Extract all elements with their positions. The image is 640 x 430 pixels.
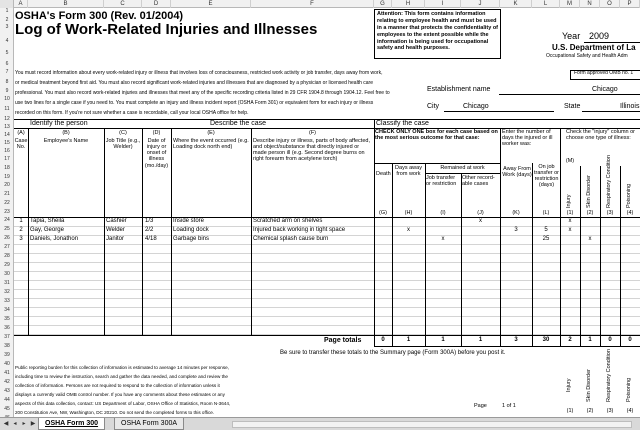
injury-description[interactable]: Chemical splash cause burn (253, 236, 329, 242)
job-title[interactable]: Welder (106, 227, 125, 233)
total-transfer-days: 30 (542, 337, 550, 343)
total-other-recordable: 1 (478, 337, 483, 343)
bottom-code-2: (2) (586, 408, 594, 414)
tab-osha-form-300a[interactable]: OSHA Form 300A (114, 418, 184, 430)
establishment-value[interactable]: Chicago (592, 86, 618, 93)
event-location[interactable]: Loading dock (173, 227, 209, 233)
row-header[interactable]: 45 (4, 406, 10, 412)
column-header-f[interactable]: F (251, 0, 374, 8)
row-header[interactable]: 37 (4, 334, 10, 340)
col-k-code: (K) (512, 210, 520, 216)
column-header-n[interactable]: N (580, 0, 600, 8)
col-c-header: Job Title (e.g., Welder) (105, 138, 141, 151)
col-f-letter: (F) (308, 130, 317, 136)
poisoning-header: Poisoning (626, 183, 632, 208)
column-header-k[interactable]: K (500, 0, 532, 8)
grid-line (14, 298, 640, 299)
total-away-days: 3 (514, 337, 518, 343)
row-header[interactable]: 2 (5, 17, 9, 23)
form-title-line2: Log of Work-Related Injuries and Illnesses (15, 21, 318, 38)
col-m-letter: (M) (565, 158, 575, 164)
section-describe-case: Describe the case (210, 120, 267, 127)
grid-line (14, 262, 640, 263)
row-header[interactable]: 21 (4, 191, 10, 197)
grid-line (14, 253, 640, 254)
row-header[interactable]: 30 (4, 271, 10, 277)
column-header-g[interactable]: G (374, 0, 392, 8)
row-header[interactable]: 35 (4, 316, 10, 322)
row-header[interactable]: 36 (4, 325, 10, 331)
job-transfer-header: Job transfer or restriction (426, 175, 457, 188)
burden-line: displays a currently valid OMB control number. If you have any comments about these estimates or any (15, 392, 225, 397)
row-header[interactable]: 39 (4, 352, 10, 358)
city-value[interactable]: Chicago (463, 103, 489, 110)
column-header-p[interactable]: P (620, 0, 640, 8)
row-header[interactable]: 22 (4, 200, 10, 206)
injury-description[interactable]: Scratched arm on shelves (253, 218, 323, 224)
away-days[interactable]: 3 (514, 227, 518, 233)
form-title-line1: OSHA's Form 300 (Rev. 01/2004) (15, 10, 184, 22)
column-header-o[interactable]: O (600, 0, 620, 8)
row-header[interactable]: 42 (4, 379, 10, 385)
column-header-a[interactable]: A (14, 0, 28, 8)
employee-name[interactable]: Daniels, Jonathon (30, 236, 79, 242)
column-header-b[interactable]: B (28, 0, 104, 8)
grid-line (14, 325, 640, 326)
bottom-code-4: (4) (626, 408, 634, 414)
injury-mark[interactable]: x (568, 218, 572, 224)
row-header[interactable]: 7 (5, 69, 9, 75)
horizontal-scrollbar[interactable] (232, 421, 632, 428)
row-header[interactable]: 3 (5, 24, 9, 30)
col-c-letter: (C) (119, 130, 127, 136)
intro-line: professional. You must also record work-related injuries and illnesses that meet any of the specific recording criteria listed in 29 CFR 1904.8 through 1904.12. Feel free to (15, 90, 390, 96)
intro-line: recorded on this form. If you're not sure whether a case is recordable, call your local OSHA office for help. (15, 110, 249, 116)
burden-line: 200 Constitution Ave, NW, Washington, DC 20210. Do not send the completed forms to this office. (15, 410, 215, 415)
prev-sheet-icon[interactable]: ◂ (13, 421, 17, 427)
col-b-header: Employee's Name (43, 138, 89, 144)
days-enter-note: Enter the number of days the injured or ill worker was: (502, 129, 553, 148)
row-header[interactable]: 11 (4, 106, 10, 112)
total-job-transfer: 1 (441, 337, 445, 343)
row-header[interactable]: 5 (5, 50, 9, 56)
col-a-header: Case No. (14, 138, 28, 151)
col-b-letter: (B) (62, 130, 70, 136)
total-days-away: 1 (406, 337, 411, 343)
row-header[interactable]: 18 (4, 165, 10, 171)
section-identify-person: Identify the person (30, 120, 88, 127)
job-title[interactable]: Janitor (106, 236, 125, 242)
col-e-header: Where the event occurred (e.g. Loading dock north end) (173, 138, 249, 151)
death-header: Death (376, 171, 391, 177)
column-header-l[interactable]: L (532, 0, 560, 8)
col-d-header: Date of injury or onset of illness (mo./day) (144, 138, 169, 169)
page-totals-label: Page totals (324, 337, 362, 344)
grid-line (14, 271, 640, 272)
grid-line (14, 307, 640, 308)
check-only-one-note: CHECK ONLY ONE box for each case based on the most serious outcome for that case: (375, 129, 498, 142)
bottom-poisoning-label: Poisoning (626, 377, 632, 402)
row-header[interactable]: 24 (4, 217, 10, 223)
total-poisoning: 0 (628, 337, 632, 343)
total-injury: 2 (568, 337, 572, 343)
row-header[interactable]: 16 (4, 148, 10, 154)
row-header[interactable]: 20 (4, 182, 10, 188)
section-classify-case: Classify the case (376, 120, 429, 127)
burden-line: Public reporting burden for this collection of information is estimated to average 14 minutes per response, (15, 365, 229, 370)
row-header[interactable]: 9 (5, 88, 9, 94)
employee-name[interactable]: Tapia, Sheila (30, 218, 65, 224)
col-m1-code: (1) (566, 210, 574, 216)
intro-line: use two lines for a single case if you need to. You must complete an injury and illness incident report (OSHA Form 301) or equivalent form for each injury or illness (15, 100, 374, 106)
row-header[interactable]: 41 (4, 370, 10, 376)
bottom-respiratory-label: Respiratory Condition (606, 349, 612, 402)
grid-line (14, 280, 640, 281)
page-value: 1 of 1 (502, 403, 516, 409)
select-all-corner[interactable] (0, 0, 14, 8)
col-m3-code: (3) (606, 210, 614, 216)
bottom-skin-label: Skin Disorder (586, 368, 592, 402)
intro-line: You must record information about every work-related injury or illness that involves loss of consciousness, restricted work activity or job transfer, days away from work, (15, 70, 383, 76)
away-from-work-header: Away From Work (days) (502, 166, 532, 179)
col-i-code: (I) (440, 210, 446, 216)
sheet-tab-bar (0, 417, 640, 430)
col-h-code: (H) (404, 210, 413, 216)
job-transfer-mark[interactable]: x (441, 236, 445, 242)
city-label: City (427, 103, 440, 110)
col-m4-code: (4) (626, 210, 634, 216)
other-recordable-mark[interactable]: x (479, 218, 482, 224)
state-label: State (564, 103, 581, 110)
row-header[interactable]: 15 (4, 140, 10, 146)
bottom-code-1: (1) (566, 408, 574, 414)
employee-name[interactable]: Gay, George (30, 227, 64, 233)
on-job-transfer-header: On job transfer or restriction (days) (533, 164, 560, 189)
burden-line: aspects of this data collection, contact: US Department of Labor, OSHA Office of Statistics, Room N-3644, (15, 401, 231, 406)
row-header[interactable]: 8 (5, 79, 9, 85)
year-label: Year (562, 31, 581, 41)
other-recordable-header: Other record-able cases (462, 175, 495, 188)
case-number[interactable]: 3 (19, 236, 23, 242)
column-header-c[interactable]: C (104, 0, 142, 8)
row-header[interactable]: 32 (4, 289, 10, 295)
row-header[interactable]: 19 (4, 174, 10, 180)
column-header-i[interactable]: I (425, 0, 461, 8)
case-number[interactable]: 1 (19, 218, 23, 224)
col-j-code: (J) (477, 210, 484, 216)
row-header[interactable]: 4 (5, 38, 9, 44)
injury-mark[interactable]: x (568, 227, 572, 233)
case-number[interactable]: 2 (19, 227, 23, 233)
total-skin-disorder: 1 (588, 337, 592, 343)
grid-line (14, 289, 640, 290)
column-header-d[interactable]: D (142, 0, 171, 8)
page-label: Page (474, 403, 487, 409)
total-respiratory: 0 (608, 337, 612, 343)
col-g-code: (G) (379, 210, 387, 216)
first-sheet-icon[interactable]: ◀ (3, 421, 9, 427)
intro-line: or medical treatment beyond first aid. You must also record significant work-related injuries and illnesses that are diagnosed by a physician or licensed health care (15, 80, 373, 86)
days-away-mark[interactable]: x (407, 227, 410, 233)
bottom-code-3: (3) (606, 408, 614, 414)
dept-title: U.S. Department of La (552, 43, 636, 52)
respiratory-header: Respiratory Condition (606, 155, 612, 208)
row-header[interactable]: 6 (5, 61, 9, 67)
injury-header: Injury (566, 194, 572, 208)
injury-description[interactable]: Injured back working in tight space (253, 227, 346, 233)
transfer-days[interactable]: 5 (544, 227, 548, 233)
next-sheet-icon[interactable]: ▸ (22, 421, 26, 427)
injury-date[interactable]: 1/3 (145, 218, 154, 224)
row-header[interactable]: 43 (4, 388, 10, 394)
attention-note: Attention: This form contains information relating to employee health and must be used in a manner that protects the confidentiality of employees to the extent possible while the information is being used for occupational safety and health purposes. (374, 9, 501, 59)
last-sheet-icon[interactable]: ▶ (30, 421, 36, 427)
job-title[interactable]: Cashier (106, 218, 127, 224)
burden-line: collection of information. Persons are not required to respond to the collection of information unless it (15, 383, 220, 388)
row-header[interactable]: 14 (4, 132, 10, 138)
row-header[interactable]: 12 (4, 116, 10, 122)
row-header[interactable]: 40 (4, 361, 10, 367)
check-injury-note: Check the "injury" column or choose one type of illness: (566, 129, 636, 142)
total-death: 0 (381, 337, 385, 343)
row-header[interactable]: 13 (4, 124, 10, 130)
column-header-j[interactable]: J (461, 0, 500, 8)
row-header[interactable]: 28 (4, 253, 10, 259)
row-header[interactable]: 33 (4, 298, 10, 304)
skin-disorder-mark[interactable]: x (588, 236, 592, 242)
col-a-letter: (A) (17, 130, 25, 136)
column-header-e[interactable]: E (171, 0, 251, 8)
row-header[interactable]: 44 (4, 397, 10, 403)
bottom-injury-label: Injury (566, 378, 572, 392)
row-header[interactable]: 31 (4, 280, 10, 286)
row-header[interactable]: 17 (4, 156, 10, 162)
row-header[interactable]: 1 (5, 8, 9, 14)
col-l-code: (L) (542, 210, 550, 216)
establishment-label: Establishment name (427, 86, 491, 93)
dept-subtitle: Occupational Safety and Health Adm (546, 53, 628, 59)
col-f-header: Describe injury or illness, parts of body affected, and object/substance that directly injured or made person ill (e.g. Second degree burns on right forearm from acetylene torch) (253, 138, 370, 163)
year-value[interactable]: 2009 (589, 31, 610, 41)
row-header[interactable]: 10 (4, 96, 10, 102)
event-location[interactable]: Garbage bins (173, 236, 210, 242)
col-e-letter: (E) (207, 130, 215, 136)
row-header[interactable]: 25 (4, 226, 10, 232)
row-header[interactable]: 27 (4, 244, 10, 250)
grid-line (14, 244, 640, 245)
row-header[interactable]: 38 (4, 343, 10, 349)
skin-disorder-header: Skin Disorder (586, 174, 592, 208)
injury-date[interactable]: 2/2 (145, 227, 154, 233)
column-header-m[interactable]: M (560, 0, 580, 8)
row-header[interactable]: 34 (4, 307, 10, 313)
event-location[interactable]: Inside store (173, 218, 205, 224)
col-d-letter: (D) (152, 130, 161, 136)
transfer-days[interactable]: 25 (542, 236, 550, 242)
row-header[interactable]: 29 (4, 262, 10, 268)
worksheet (14, 8, 640, 417)
omb-notice: Form approved OMB no. 1 (574, 70, 634, 76)
row-header-bar (0, 8, 14, 417)
burden-line: including time to review the instruction, search and gather the data needed, and complete and review the (15, 374, 228, 379)
col-m2-code: (2) (586, 210, 594, 216)
transfer-totals-note: Be sure to transfer these totals to the Summary page (Form 300A) before you post it. (280, 350, 506, 356)
tab-osha-form-300[interactable]: OSHA Form 300 (38, 418, 105, 430)
state-value[interactable]: Illinois (620, 103, 640, 110)
grid-line (14, 316, 640, 317)
row-header[interactable]: 26 (4, 235, 10, 241)
remained-at-work-header: Remained at work (440, 165, 485, 171)
column-header-h[interactable]: H (392, 0, 425, 8)
column-header-bar (0, 0, 640, 8)
row-header[interactable]: 23 (4, 209, 10, 215)
injury-date[interactable]: 4/18 (145, 236, 157, 242)
days-away-header: Days away from work (395, 165, 422, 178)
